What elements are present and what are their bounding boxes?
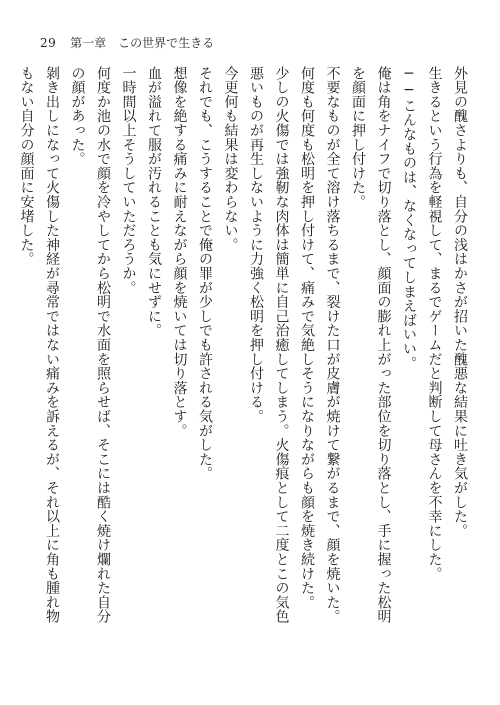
- text-line: 想像を絶する痛みに耐えながら顔を焼いては切り落とす。: [171, 66, 188, 438]
- vertical-text-body: [18, 66, 472, 691]
- chapter-title: 第一章 この世界で生きる: [70, 36, 215, 50]
- text-line: 少しの火傷では強靭な肉体は簡単に自己治癒してしまう。火傷痕として二度とこの気色: [273, 66, 290, 624]
- text-line: 何度も何度も松明を押し付けて、痛みで気絶しそうになりながらも顔を焼き続けた。: [299, 66, 315, 610]
- text-line: もない自分の顔面に安堵した。: [18, 66, 35, 267]
- text-line: それでも、こうすることで俺の罪が少しでも許される気がした。: [197, 66, 213, 481]
- page-number: 29: [40, 36, 57, 50]
- text-line: 血が溢れて服が汚れることも気にせずに。: [146, 66, 162, 338]
- text-line: の顔があった。: [69, 66, 86, 167]
- text-line: 何度か池の水で顔を冷やしてから松明で水面を照らせば、そこには酷く焼け爛れた自分: [95, 66, 111, 624]
- running-header: [40, 34, 214, 51]
- text-line: 外見の醜さよりも、自分の浅はかさが招いた醜悪な結果に吐き気がした。: [452, 66, 468, 538]
- text-line: 悪いものが再生しないように力強く松明を押し付ける。: [248, 66, 264, 424]
- text-line: 今更何も結果は変わらない。: [222, 66, 239, 252]
- text-line: を顔面に押し付けた。: [350, 66, 366, 209]
- text-line: 不要なものが全て溶け落ちるまで、裂けた口が皮膚が焼けて繋がるまで、顔を焼いた。: [324, 66, 341, 624]
- text-line: ──こんなものは、なくなってしまえばいい。: [401, 66, 417, 371]
- text-line: 一時間以上そうしていただろうか。: [120, 66, 137, 295]
- text-line: 俺は角をナイフで切り落とし、顔面の膨れ上がった部位を切り落とし、手に握った松明: [375, 66, 392, 624]
- text-line: 生きるという行為を軽視して、まるでゲームだと判断して母さんを不幸にした。: [426, 66, 443, 581]
- text-line: 剝き出しになって火傷した神経が尋常ではない痛みを訴えるが、それ以上に角も腫れ物: [44, 66, 60, 624]
